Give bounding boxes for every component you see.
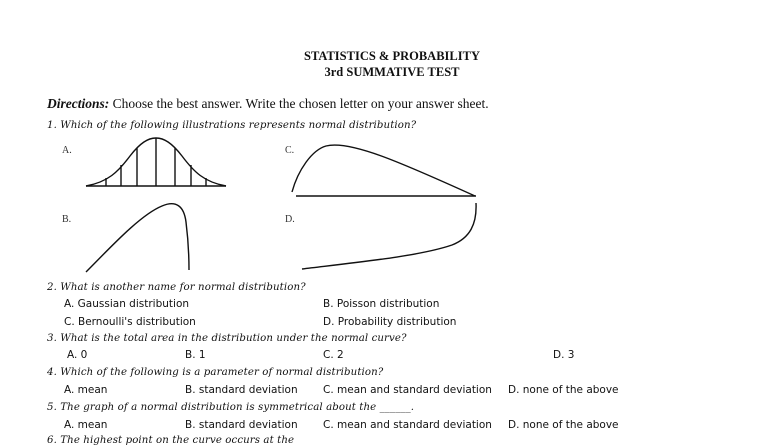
- q4-choice-d: D. none of the above: [508, 384, 619, 396]
- q2-choice-b: B. Poisson distribution: [323, 298, 440, 310]
- q5-choice-c: C. mean and standard deviation: [323, 419, 492, 431]
- question-5: 5. The graph of a normal distribution is symmetrical about the ______.: [47, 402, 415, 413]
- q3-choice-d: D. 3: [553, 349, 575, 361]
- test-subtitle: 3rd SUMMATIVE TEST: [324, 65, 460, 79]
- question-6: 6. The highest point on the curve occurs at the: [47, 435, 295, 446]
- q2-choice-d: D. Probability distribution: [323, 316, 457, 328]
- q4-choice-a: A. mean: [64, 384, 108, 396]
- question-3: 3. What is the total area in the distribution under the normal curve?: [47, 333, 407, 344]
- directions-label: Directions:: [47, 96, 110, 111]
- figure-label-d: D.: [285, 214, 295, 225]
- q3-choice-c: C. 2: [323, 349, 344, 361]
- test-title: STATISTICS & PROBABILITY: [304, 49, 480, 63]
- question-4: 4. Which of the following is a parameter of normal distribution?: [47, 367, 384, 378]
- q2-choice-c: C. Bernoulli's distribution: [64, 316, 196, 328]
- q4-choice-b: B. standard deviation: [185, 384, 298, 396]
- question-1: 1. Which of the following illustrations represents normal distribution?: [47, 120, 417, 131]
- q5-choice-b: B. standard deviation: [185, 419, 298, 431]
- question-2: 2. What is another name for normal distribution?: [47, 282, 306, 293]
- q2-choice-a: A. Gaussian distribution: [64, 298, 190, 310]
- q4-choice-c: C. mean and standard deviation: [323, 384, 492, 396]
- q5-choice-d: D. none of the above: [508, 419, 619, 431]
- figure-label-b: B.: [62, 214, 72, 225]
- directions-text: Choose the best answer. Write the chosen letter on your answer sheet.: [109, 96, 489, 111]
- q3-choice-b: B. 1: [185, 349, 206, 361]
- q5-choice-a: A. mean: [64, 419, 108, 431]
- figure-label-c: C.: [285, 145, 295, 156]
- figure-label-a: A.: [62, 145, 72, 156]
- q3-choice-a: A. 0: [67, 349, 88, 361]
